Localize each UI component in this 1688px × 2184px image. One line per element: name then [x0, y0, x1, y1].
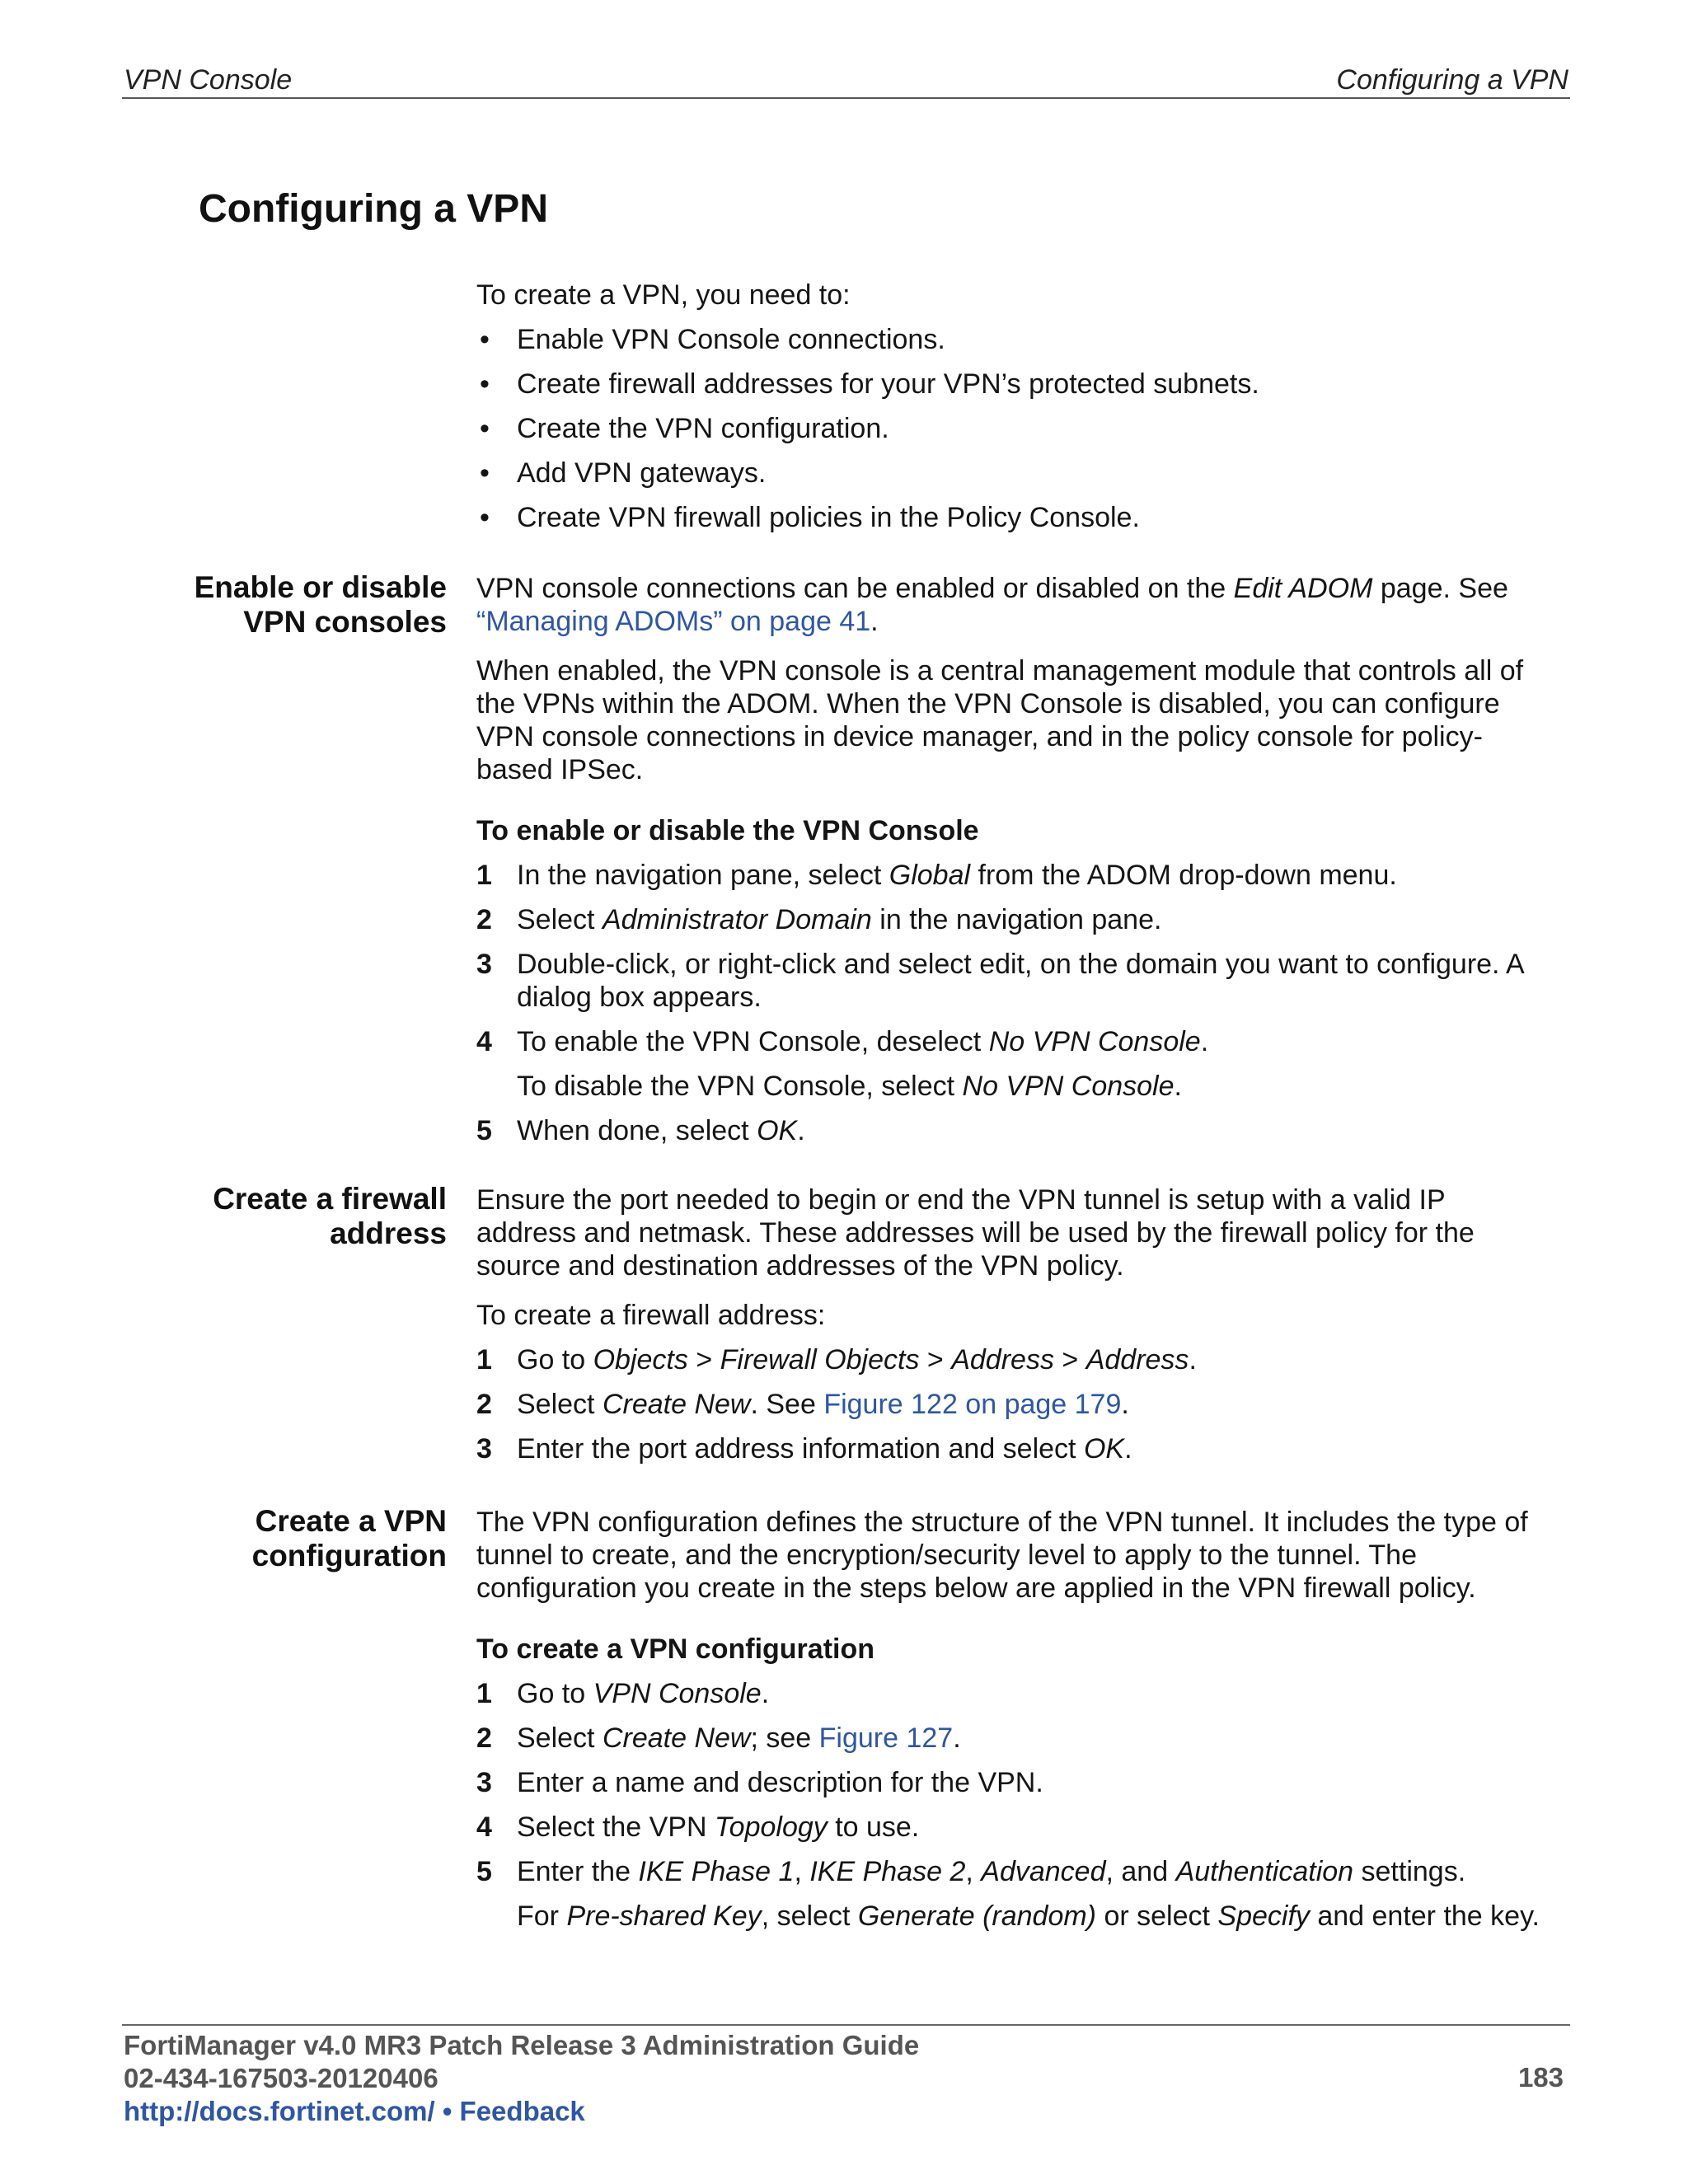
footer-rule: [122, 2024, 1570, 2026]
feedback-link[interactable]: Feedback: [459, 2096, 585, 2126]
list-item: 1 Go to VPN Console.: [476, 1678, 770, 1709]
list-item: • Add VPN gateways.: [480, 457, 767, 489]
list-item: 3 Enter the port address information and select OK.: [476, 1433, 1132, 1465]
bullet-icon: •: [480, 413, 490, 444]
list-item: 2 Select Create New; see Figure 127.: [476, 1722, 961, 1754]
step-subnote: To disable the VPN Console, select No VPN Console.: [517, 1071, 1182, 1102]
enable-paragraph-2: When enabled, the VPN console is a central management module that controls all of the VPNs within the ADOM. When the VPN Console is disabled, you can configure VPN console connections in device manager, and in the policy console for policy-based IPSec.: [476, 655, 1524, 785]
footer: [124, 2029, 919, 2128]
list-item: 4 Select the VPN Topology to use.: [476, 1811, 920, 1843]
list-item: 2 Select Create New. See Figure 122 on page 179.: [476, 1389, 1129, 1420]
section-firewall-body: [476, 1183, 1548, 1477]
bullet-icon: •: [480, 368, 490, 400]
bullet-icon: •: [480, 457, 490, 489]
firewall-paragraph-1: Ensure the port needed to begin or end the VPN tunnel is setup with a valid IP address and netmask. These addresses will be used by the firewall policy for the source and destination addresses of the VPN policy.: [476, 1184, 1475, 1282]
intro-lead: To create a VPN, you need to:: [476, 279, 851, 311]
enable-steps-cont: [476, 1114, 1548, 1147]
intro-section: [476, 279, 1548, 546]
list-item: 1 Go to Objects > Firewall Objects > Address > Address.: [476, 1344, 1197, 1376]
docs-link[interactable]: http://docs.fortinet.com/: [124, 2096, 435, 2126]
procedure-title-vpn-config: To create a VPN configuration: [476, 1633, 875, 1665]
list-item: 3 Double-click, or right-click and select edit, on the domain you want to configure. A dialog box appears.: [476, 949, 1523, 1013]
list-item: • Create VPN firewall policies in the Policy Console.: [480, 502, 1140, 533]
page-number: 183: [1517, 2062, 1564, 2093]
procedure-title-enable: To enable or disable the VPN Console: [476, 815, 979, 846]
list-item: 5 Enter the IKE Phase 1, IKE Phase 2, Advanced, and Authentication settings.: [476, 1856, 1466, 1887]
section-vpn-config-body: [476, 1506, 1548, 1944]
list-item: • Create firewall addresses for your VPN’s protected subnets.: [480, 368, 1259, 400]
intro-bullet-list: [476, 323, 1548, 534]
footer-guide-title: FortiManager v4.0 MR3 Patch Release 3 Administration Guide: [124, 2030, 920, 2060]
figure-122-link[interactable]: Figure 122 on page 179: [823, 1389, 1122, 1420]
figure-127-link[interactable]: Figure 127: [818, 1722, 954, 1754]
page-title: Configuring a VPN: [199, 187, 548, 231]
list-item: 4 To enable the VPN Console, deselect No VPN Console.: [476, 1026, 1209, 1057]
list-item: • Create the VPN configuration.: [480, 413, 889, 444]
bullet-icon: •: [480, 502, 490, 533]
firewall-steps: [476, 1343, 1548, 1465]
header-rule: [122, 97, 1570, 99]
enable-paragraph-1: VPN console connections can be enabled or disabled on the Edit ADOM page. See “Managing ADOMs” on page 41.: [476, 573, 1508, 637]
vpn-config-paragraph: The VPN configuration defines the structure of the VPN tunnel. It includes the type of tunnel to create, and the encryption/security level to apply to the tunnel. The configuration you create in the steps below are applied in the VPN firewall policy.: [476, 1507, 1528, 1604]
managing-adoms-link[interactable]: “Managing ADOMs” on page 41: [476, 606, 871, 637]
list-item: • Enable VPN Console connections.: [480, 324, 945, 355]
vpn-config-steps: [476, 1677, 1548, 1888]
section-enable-body: [476, 572, 1548, 1159]
section-heading-firewall: Create a firewall address: [213, 1182, 447, 1250]
list-item: 2 Select Administrator Domain in the navigation pane.: [476, 904, 1162, 935]
step-subnote: For Pre-shared Key, select Generate (random) or select Specify and enter the key.: [517, 1900, 1540, 1932]
enable-steps: [476, 859, 1548, 1058]
footer-doc-number: 02-434-167503-20120406: [124, 2063, 438, 2093]
running-header-left: VPN Console: [124, 64, 293, 96]
list-item: 5 When done, select OK.: [476, 1115, 805, 1146]
list-item: 1 In the navigation pane, select Global from the ADOM drop-down menu.: [476, 860, 1397, 891]
bullet-icon: •: [480, 324, 490, 355]
footer-links: http://docs.fortinet.com/ • Feedback: [124, 2096, 585, 2126]
section-heading-vpn-config: Create a VPN configuration: [251, 1504, 447, 1572]
section-heading-enable: Enable or disable VPN consoles: [194, 570, 447, 639]
firewall-paragraph-2: To create a firewall address:: [476, 1300, 826, 1331]
list-item: 3 Enter a name and description for the VPN.: [476, 1767, 1043, 1798]
running-header-right: Configuring a VPN: [1336, 64, 1568, 96]
